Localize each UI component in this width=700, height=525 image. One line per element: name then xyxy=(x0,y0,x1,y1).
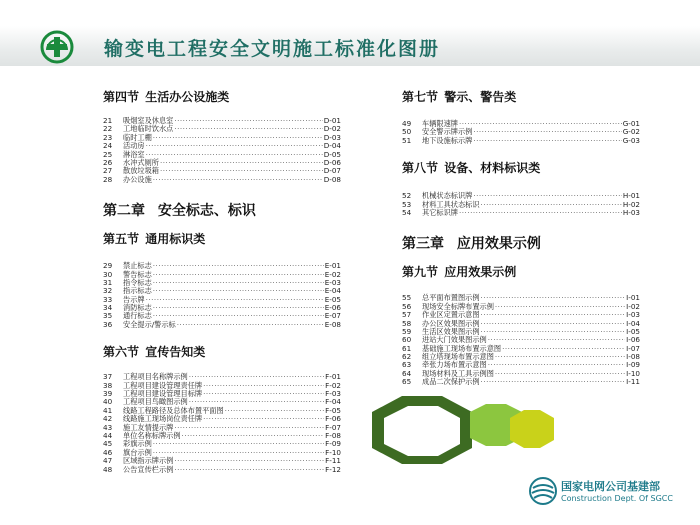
entry-title: 淋浴室 xyxy=(123,149,145,159)
dot-leader xyxy=(203,382,324,390)
dot-leader xyxy=(160,159,323,167)
hexagon-yellow-green xyxy=(510,410,554,448)
entry-number: 27 xyxy=(103,166,113,176)
entry-code: G-02 xyxy=(622,127,640,137)
chapter-heading: 第二章 安全标志、标识 xyxy=(103,203,256,220)
entry-title: 总平面布置图示例 xyxy=(422,293,480,303)
entry-number: 42 xyxy=(103,414,113,424)
entry-number: 32 xyxy=(103,286,113,296)
toc-left-column xyxy=(103,88,341,474)
entry-number: 40 xyxy=(103,397,113,407)
dot-leader xyxy=(502,345,625,353)
entry-number: 21 xyxy=(103,116,113,125)
entry-number: 50 xyxy=(402,127,412,137)
entry-code: F-09 xyxy=(325,439,341,449)
entry-number: 25 xyxy=(103,149,113,159)
toc-list xyxy=(402,192,640,217)
dot-leader xyxy=(153,134,323,142)
entry-title: 机械状态标识牌 xyxy=(422,191,473,201)
entry-code: I-10 xyxy=(626,368,640,378)
entry-code: F-01 xyxy=(325,372,341,382)
entry-title: 告示牌 xyxy=(123,294,145,304)
entry-title: 指示标志 xyxy=(123,286,152,296)
section-heading: 第九节 应用效果示例 xyxy=(402,265,517,280)
entry-code: F-08 xyxy=(325,430,341,440)
entry-code: E-06 xyxy=(324,303,341,313)
entry-title: 安全提示/警示标 xyxy=(123,319,176,329)
toc-list xyxy=(402,120,640,145)
entry-title: 散放垃圾箱 xyxy=(123,166,159,176)
entry-number: 29 xyxy=(103,261,113,271)
entry-number: 46 xyxy=(103,447,113,457)
dot-leader xyxy=(153,312,324,320)
entry-code: F-05 xyxy=(325,405,341,415)
entry-title: 其它标识牌 xyxy=(422,207,458,217)
entry-code: E-05 xyxy=(324,294,341,304)
entry-number: 22 xyxy=(103,124,113,134)
entry-number: 52 xyxy=(402,191,412,201)
entry-code: I-05 xyxy=(626,326,640,336)
dot-leader xyxy=(481,320,626,328)
section-heading: 第六节 宣传告知类 xyxy=(103,345,206,360)
dot-leader xyxy=(225,407,324,415)
entry-code: I-03 xyxy=(626,310,640,320)
dot-leader xyxy=(177,321,324,329)
entry-title: 工程项目名称牌示例 xyxy=(123,372,188,382)
section-heading: 第七节 警示、警告类 xyxy=(402,90,517,104)
entry-code: I-01 xyxy=(626,293,640,303)
entry-title: 旗台示例 xyxy=(123,447,152,457)
entry-title: 指令标志 xyxy=(123,277,152,287)
dot-leader xyxy=(203,390,324,398)
dot-leader xyxy=(153,271,324,279)
dot-leader xyxy=(481,328,626,336)
entry-code: I-07 xyxy=(626,343,640,353)
dot-leader xyxy=(146,151,323,159)
toc-right-column xyxy=(402,88,640,387)
dot-leader xyxy=(481,378,626,386)
dot-leader xyxy=(174,466,324,474)
entry-code: E-01 xyxy=(324,261,341,271)
entry-code: I-08 xyxy=(626,352,640,362)
dot-leader xyxy=(459,209,622,217)
entry-code: G-01 xyxy=(622,119,640,128)
entry-number: 45 xyxy=(103,439,113,449)
dot-leader xyxy=(488,361,625,369)
entry-code: D-05 xyxy=(323,149,341,159)
entry-code: F-06 xyxy=(325,414,341,424)
entry-number: 65 xyxy=(402,377,412,387)
entry-code: E-02 xyxy=(324,269,341,279)
toc-list xyxy=(103,262,341,329)
entry-title: 工程项目建设管理目标牌 xyxy=(123,389,203,399)
entry-number: 55 xyxy=(402,293,412,303)
entry-title: 作业区定置示意图 xyxy=(422,310,480,320)
dot-leader xyxy=(174,125,322,133)
entry-code: E-07 xyxy=(324,311,341,321)
entry-title: 线路施工现场岗位责任牌 xyxy=(123,414,203,424)
entry-code: F-07 xyxy=(325,422,341,432)
entry-title: 进站大门效果图示例 xyxy=(422,335,487,345)
entry-title: 工程项目建设管理责任牌 xyxy=(123,380,203,390)
dot-leader xyxy=(481,311,626,319)
entry-number: 54 xyxy=(402,207,412,217)
entry-title: 消防标志 xyxy=(123,303,152,313)
dot-leader xyxy=(146,296,324,304)
entry-number: 35 xyxy=(103,311,113,321)
entry-number: 28 xyxy=(103,174,113,184)
footer-org-name: 国家电网公司基建部 xyxy=(561,480,660,493)
entry-number: 48 xyxy=(103,464,113,474)
dot-leader xyxy=(459,120,622,128)
dot-leader xyxy=(153,176,323,184)
section-heading: 第五节 通用标识类 xyxy=(103,232,206,247)
entry-title: 基础施工现场布置示意图 xyxy=(422,343,502,353)
dot-leader xyxy=(153,304,324,312)
hexagon-decoration xyxy=(372,390,562,480)
dot-leader xyxy=(495,353,625,361)
entry-title: 临时工棚 xyxy=(123,132,152,142)
entry-code: I-11 xyxy=(626,377,640,387)
entry-number: 41 xyxy=(103,405,113,415)
entry-code: D-03 xyxy=(323,132,341,142)
entry-number: 38 xyxy=(103,380,113,390)
entry-number: 61 xyxy=(402,343,412,353)
entry-title: 办公区效果图示例 xyxy=(422,318,480,328)
entry-number: 44 xyxy=(103,430,113,440)
entry-title: 单位名称标牌示例 xyxy=(123,430,181,440)
entry-title: 地下设施标示牌 xyxy=(422,135,473,145)
dot-leader xyxy=(160,167,323,175)
toc-list xyxy=(103,117,341,184)
entry-title: 公告宣传栏示例 xyxy=(123,464,174,474)
entry-code: I-06 xyxy=(626,335,640,345)
entry-code: E-03 xyxy=(324,277,341,287)
dot-leader xyxy=(153,279,324,287)
entry-title: 办公设施 xyxy=(123,174,152,184)
hexagon-inner-white xyxy=(384,406,460,456)
toc-entry[interactable] xyxy=(402,209,640,217)
entry-number: 23 xyxy=(103,132,113,142)
entry-number: 33 xyxy=(103,294,113,304)
entry-code: D-02 xyxy=(323,124,341,134)
entry-title: 水冲式厕所 xyxy=(123,157,159,167)
entry-code: D-01 xyxy=(323,116,341,125)
page-title: 输变电工程安全文明施工标准化图册 xyxy=(104,38,441,60)
toc-entry[interactable] xyxy=(402,137,640,145)
entry-number: 57 xyxy=(402,310,412,320)
dot-leader xyxy=(174,457,324,465)
entry-number: 56 xyxy=(402,301,412,311)
entry-number: 43 xyxy=(103,422,113,432)
entry-number: 34 xyxy=(103,303,113,313)
dot-leader xyxy=(473,137,621,145)
dot-leader xyxy=(495,370,625,378)
entry-title: 线路工程路径及总体布置平面图 xyxy=(123,405,224,415)
dot-leader xyxy=(182,432,325,440)
entry-code: F-03 xyxy=(325,389,341,399)
entry-title: 安全警示牌示例 xyxy=(422,127,473,137)
dot-leader xyxy=(174,424,324,432)
entry-title: 施工友情提示牌 xyxy=(123,422,174,432)
entry-code: E-08 xyxy=(324,319,341,329)
entry-title: 牵张力场布置示意图 xyxy=(422,360,487,370)
entry-number: 39 xyxy=(103,389,113,399)
toc-entry[interactable] xyxy=(103,321,341,329)
entry-code: I-09 xyxy=(626,360,640,370)
dot-leader xyxy=(495,303,625,311)
entry-code: G-03 xyxy=(622,135,640,145)
entry-code: H-01 xyxy=(622,191,640,201)
safety-cross-logo-icon xyxy=(40,30,74,64)
entry-code: D-06 xyxy=(323,157,341,167)
entry-number: 60 xyxy=(402,335,412,345)
toc-entry[interactable] xyxy=(103,176,341,184)
entry-number: 37 xyxy=(103,372,113,382)
entry-title: 禁止标志 xyxy=(123,261,152,271)
entry-code: D-07 xyxy=(323,166,341,176)
entry-code: H-02 xyxy=(622,199,640,209)
entry-code: F-04 xyxy=(325,397,341,407)
entry-code: I-04 xyxy=(626,318,640,328)
footer-org-name-en: Construction Dept. Of SGCC xyxy=(561,494,673,503)
entry-code: E-04 xyxy=(324,286,341,296)
entry-title: 组立塔现场布置示意图 xyxy=(422,352,494,362)
entry-title: 车辆限速牌 xyxy=(422,119,458,128)
toc-list xyxy=(402,294,640,386)
entry-title: 生活区效果图示例 xyxy=(422,326,480,336)
entry-title: 现场材料及工具示例图 xyxy=(422,368,494,378)
entry-title: 区域指示牌示例 xyxy=(123,456,174,466)
entry-number: 51 xyxy=(402,135,412,145)
dot-leader xyxy=(473,128,621,136)
dot-leader xyxy=(153,287,324,295)
entry-number: 58 xyxy=(402,318,412,328)
entry-title: 材料工具状态标识 xyxy=(422,199,480,209)
entry-code: F-11 xyxy=(325,456,341,466)
dot-leader xyxy=(153,440,324,448)
entry-number: 24 xyxy=(103,141,113,151)
dot-leader xyxy=(203,415,324,423)
dot-leader xyxy=(153,262,324,270)
entry-code: F-02 xyxy=(325,380,341,390)
entry-title: 成品二次保护示例 xyxy=(422,377,480,387)
entry-number: 64 xyxy=(402,368,412,378)
entry-number: 30 xyxy=(103,269,113,279)
toc-list xyxy=(103,373,341,474)
chapter-heading: 第三章 应用效果示例 xyxy=(402,236,541,253)
dot-leader xyxy=(481,294,626,302)
entry-number: 26 xyxy=(103,157,113,167)
entry-number: 31 xyxy=(103,277,113,287)
section-heading: 第八节 设备、材料标识类 xyxy=(402,161,541,176)
dot-leader xyxy=(146,142,323,150)
toc-entry[interactable] xyxy=(103,466,341,474)
entry-title: 现场安全标牌布置示例 xyxy=(422,301,494,311)
dot-leader xyxy=(488,336,625,344)
entry-code: D-04 xyxy=(323,141,341,151)
dot-leader xyxy=(153,449,324,457)
entry-number: 36 xyxy=(103,319,113,329)
entry-number: 53 xyxy=(402,199,412,209)
dot-leader xyxy=(481,201,622,209)
entry-number: 47 xyxy=(103,456,113,466)
entry-title: 通行标志 xyxy=(123,311,152,321)
entry-title: 活动房 xyxy=(123,141,145,151)
entry-title: 吸烟室及休息室 xyxy=(123,116,174,125)
sgcc-logo-icon xyxy=(528,476,558,506)
section-heading: 第四节 生活办公设施类 xyxy=(103,90,230,104)
entry-number: 63 xyxy=(402,360,412,370)
entry-title: 工程项目鸟瞰图示例 xyxy=(123,397,188,407)
dot-leader xyxy=(174,117,322,125)
entry-code: D-08 xyxy=(323,174,341,184)
entry-code: I-02 xyxy=(626,301,640,311)
entry-title: 彩旗示例 xyxy=(123,439,152,449)
entry-number: 62 xyxy=(402,352,412,362)
dot-leader xyxy=(473,192,622,200)
entry-title: 工地临时饮水点 xyxy=(123,124,174,134)
entry-code: F-12 xyxy=(325,464,341,474)
entry-title: 警告标志 xyxy=(123,269,152,279)
entry-number: 49 xyxy=(402,119,412,128)
entry-number: 59 xyxy=(402,326,412,336)
toc-entry[interactable] xyxy=(402,378,640,386)
dot-leader xyxy=(189,373,324,381)
entry-code: F-10 xyxy=(325,447,341,457)
entry-code: H-03 xyxy=(622,207,640,217)
